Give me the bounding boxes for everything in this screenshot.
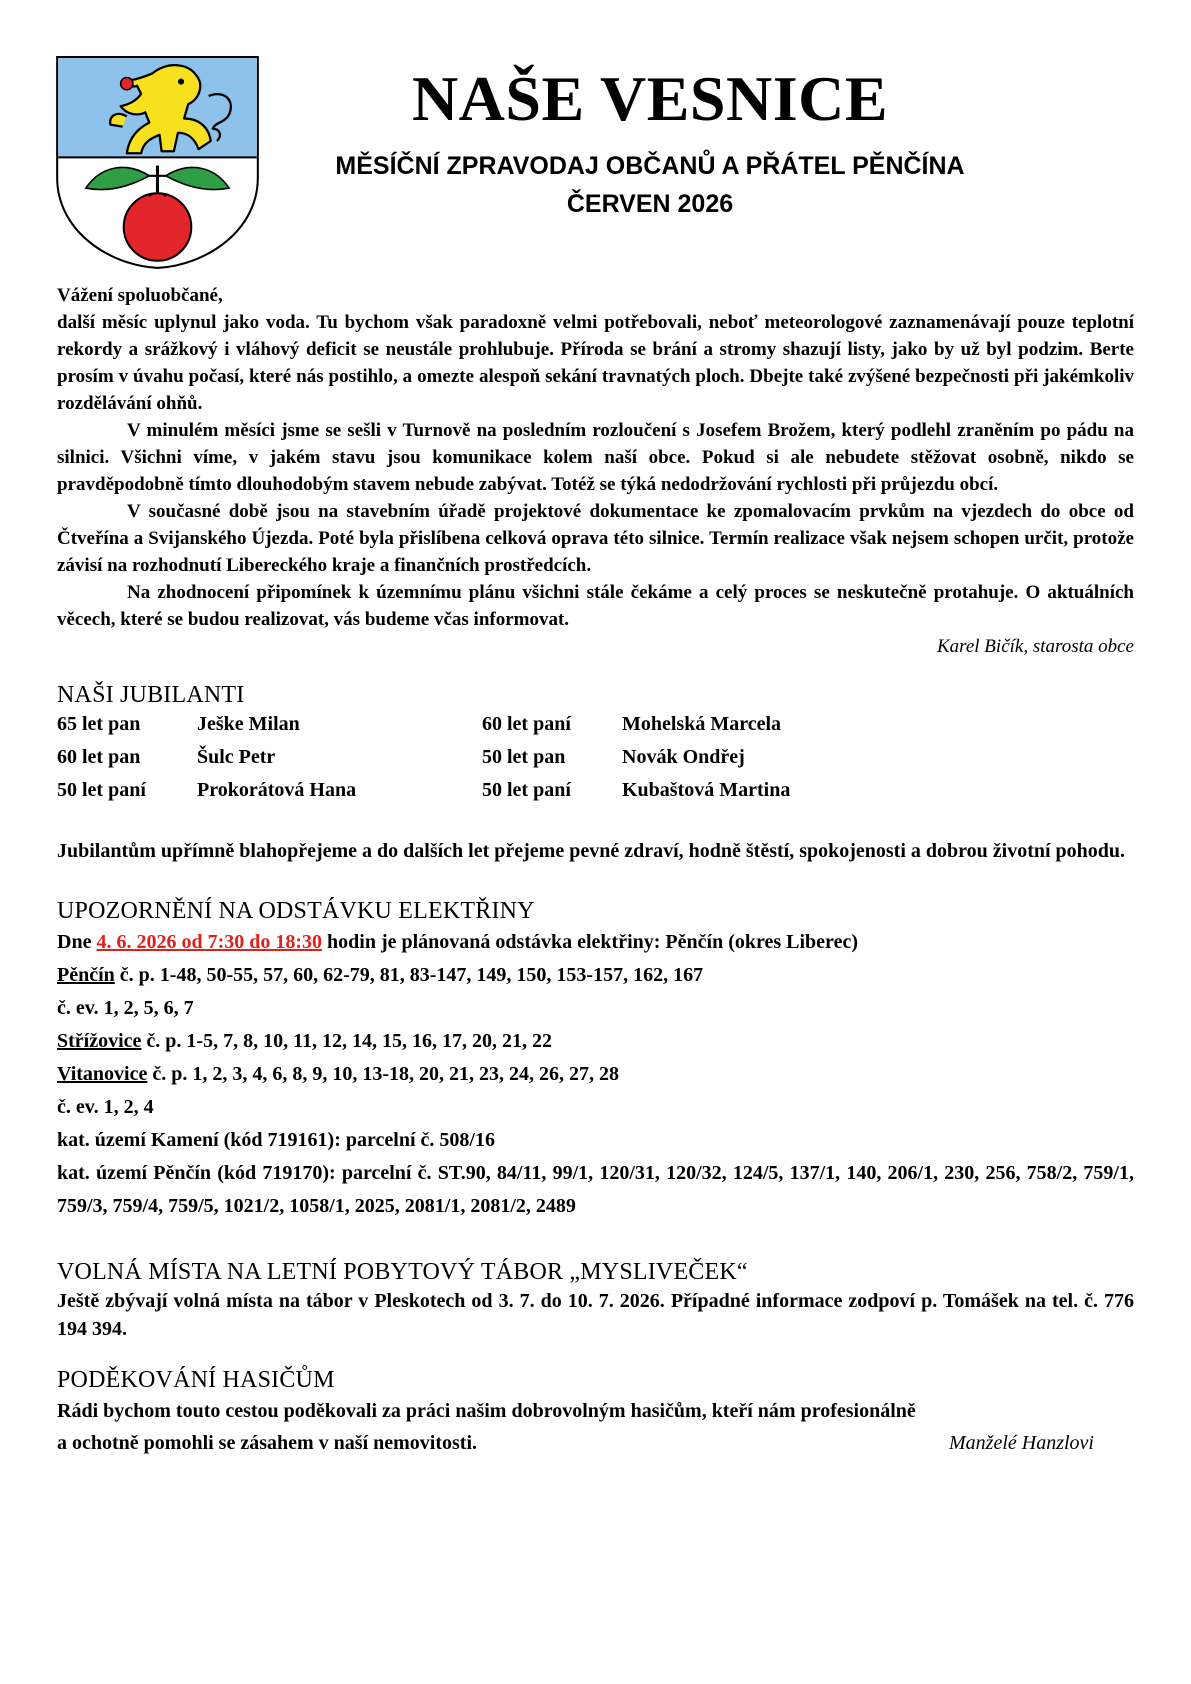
greeting: Vážení spoluobčané, <box>57 285 223 306</box>
thanks-line-2 <box>57 1427 1134 1459</box>
newsletter-title: NAŠE VESNICE <box>411 63 889 134</box>
jubilant-age: 60 let paní <box>482 713 571 735</box>
intro-paragraph-3: V současné době jsou na stavebním úřadě projektové dokumentace ke zpomalovacím prvkům na vjezdech do obce od Čtveřína a Svijanského Újezda. Poté byla přislíbena celková oprava této silnice. Termín realizace však nejsem schopen určit, protože závisí na rozhodnutí Libereckého kraje a finančních prostředcích. <box>57 501 1134 576</box>
newsletter-subtitle: MĚSÍČNÍ ZPRAVODAJ OBČANŮ A PŘÁTEL PĚNČÍNA <box>335 152 965 180</box>
jubilants-wishes: Jubilantům upřímně blahopřejeme a do dalších let přejeme pevné zdraví, hodně štěstí, spokojenosti a dobrou životní pohodu. <box>57 840 1126 862</box>
jubilant-age: 50 let pan <box>482 746 566 768</box>
outage-heading: UPOZORNĚNÍ NA ODSTÁVKU ELEKTŘINY <box>57 898 535 924</box>
mayor-signature: Karel Bičík, starosta obce <box>936 636 1134 657</box>
outage-intro-prefix: Dne <box>57 931 97 953</box>
jubilant-age: 65 let pan <box>57 713 141 735</box>
camp-text: Ještě zbývají volná místa na tábor v Pleskotech od 3. 7. do 10. 7. 2026. Případné informace zodpoví p. Tomášek na tel. č. 776 194 394. <box>57 1290 1134 1340</box>
outage-numbers: č. p. 1-48, 50-55, 57, 60, 62-79, 81, 83-147, 149, 150, 153-157, 162, 167 <box>114 964 704 986</box>
jubilants-heading: NAŠI JUBILANTI <box>57 682 245 708</box>
municipal-crest-logo <box>55 55 260 270</box>
thanks-signature: Manželé Hanzlovi <box>949 1432 1094 1454</box>
camp-heading: VOLNÁ MÍSTA NA LETNÍ POBYTOVÝ TÁBOR „MYSLIVEČEK“ <box>57 1259 748 1285</box>
intro-paragraph-2: V minulém měsíci jsme se sešli v Turnově na posledním rozloučení s Josefem Brožem, který podlehl zraněním po pádu na silnici. Všichni víme, v jakém stavu jsou komunikace kolem naší obce. Pokud si ale nebudete stěžovat osobně, nikdo se pravděpodobně tímto dlouhodobým stavem nebude zabývat. Totéž se týká nedodržování rychlosti při průjezdu obcí. <box>57 420 1134 495</box>
thanks-heading: PODĚKOVÁNÍ HASIČŮM <box>57 1367 335 1393</box>
issue-date: ČERVEN 2026 <box>566 190 734 218</box>
intro-paragraph-1: další měsíc uplynul jako voda. Tu bychom však paradoxně velmi potřebovali, neboť meteorologové zaznamenávají pouze teplotní rekordy a srážkový i vláhový deficit se neustále prohlubuje. Příroda se brání a stromy shazují listy, jako by už byl podzim. Berte prosím v úvahu počasí, které nás postihlo, a omezte alespoň sekání travnatých ploch. Dbejte také zvýšené bezpečnosti při jakémkoliv rozdělávání ohňů. <box>57 312 1134 414</box>
article-body <box>57 282 1134 1459</box>
jubilant-age: 60 let pan <box>57 746 141 768</box>
jubilant-name: Novák Ondřej <box>622 746 745 768</box>
outage-item <box>57 1091 1134 1124</box>
outage-place: Pěnčín <box>57 964 115 986</box>
outage-place: Vitanovice <box>57 1063 148 1085</box>
intro-paragraph-4: Na zhodnocení připomínek k územnímu plánu všichni stále čekáme a celý proces se neskutečně protahuje. O aktuálních věcech, které se budou realizovat, vás budeme včas informovat. <box>57 582 1134 630</box>
outage-numbers: č. p. 1, 2, 3, 4, 6, 8, 9, 10, 13-18, 20, 21, 23, 24, 26, 27, 28 <box>147 1063 620 1085</box>
jubilant-name: Prokorátová Hana <box>197 779 357 801</box>
jubilants-table <box>57 710 1134 805</box>
outage-numbers: č. ev. 1, 2, 4 <box>57 1096 154 1118</box>
outage-intro-suffix: hodin je plánovaná odstávka elektřiny: Pěnčín (okres Liberec) <box>322 931 858 953</box>
thanks-text: a ochotně pomohli se zásahem v naší nemovitosti. <box>57 1432 477 1454</box>
jubilant-name: Šulc Petr <box>197 746 276 768</box>
outage-date-time: 4. 6. 2026 od 7:30 do 18:30 <box>96 931 323 953</box>
jubilant-name: Kubaštová Martina <box>622 779 791 801</box>
outage-numbers: č. ev. 1, 2, 5, 6, 7 <box>57 997 194 1019</box>
jubilant-age: 50 let paní <box>482 779 571 801</box>
outage-place: Střížovice <box>57 1030 142 1052</box>
jubilant-age: 50 let paní <box>57 779 146 801</box>
outage-parcels: kat. území Pěnčín (kód 719170): parcelní č. ST.90, 84/11, 99/1, 120/31, 120/32, 124/5, 137/1, 140, 206/1, 230, 256, 758/2, 759/1, 759/3, 759/4, 759/5, 1021/2, 1058/1, 2025, 2081/1, 2081/2, 2489 <box>57 1162 1134 1217</box>
jubilant-name: Mohelská Marcela <box>622 713 782 735</box>
outage-intro <box>57 926 1134 959</box>
outage-item <box>57 992 1134 1025</box>
outage-item <box>57 1124 1134 1157</box>
outage-item <box>57 959 1134 992</box>
thanks-line-1: Rádi bychom touto cestou poděkovali za práci našim dobrovolným hasičům, kteří nám profesionálně <box>57 1400 916 1422</box>
outage-numbers: č. p. 1-5, 7, 8, 10, 11, 12, 14, 15, 16, 17, 20, 21, 22 <box>141 1030 552 1052</box>
jubilant-name: Ješke Milan <box>197 713 300 735</box>
outage-numbers: kat. území Kamení (kód 719161): parcelní č. 508/16 <box>57 1129 495 1151</box>
outage-item <box>57 1025 1134 1058</box>
outage-item <box>57 1058 1134 1091</box>
masthead <box>280 55 1020 219</box>
